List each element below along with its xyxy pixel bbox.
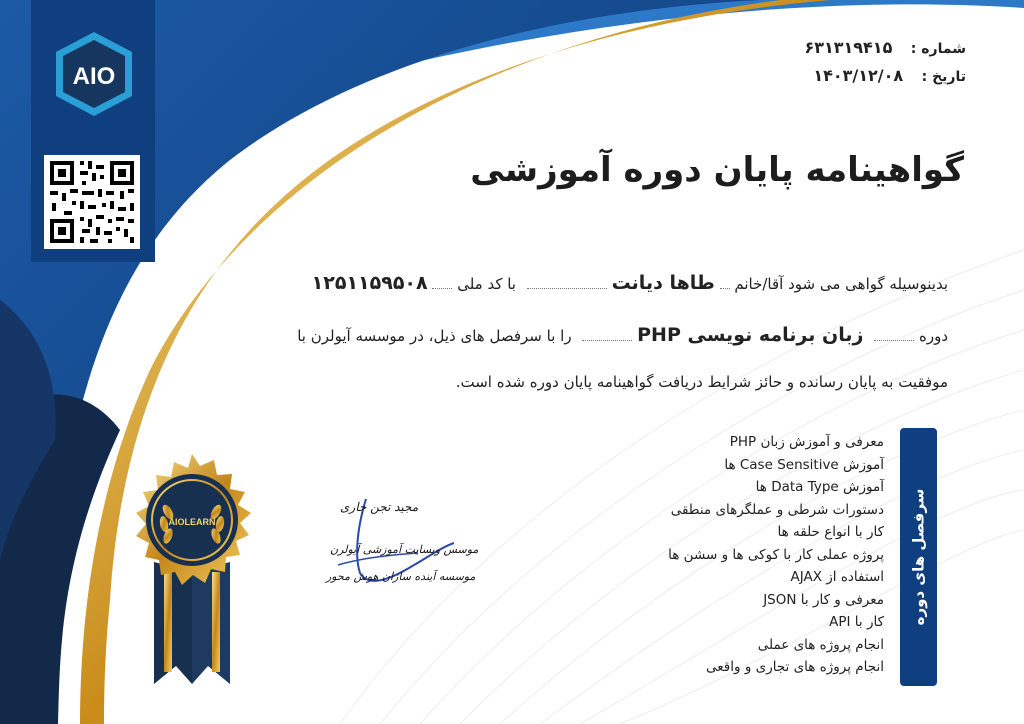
national-code: ۱۲۵۱۱۵۹۵۰۸ (311, 272, 428, 294)
logo-text: AIO (72, 63, 116, 90)
certificate-date (813, 66, 966, 85)
number-value: ۶۳۱۳۱۹۴۱۵ (804, 38, 893, 57)
qr-code (44, 155, 140, 249)
dotted-leader (582, 339, 632, 341)
aio-logo-icon (48, 28, 140, 120)
list-item: دستورات شرطی و عملگرهای منطقی (670, 501, 884, 518)
syllabus-heading: سرفصل های دوره (909, 488, 928, 626)
list-item: آموزش Case Sensitive ها (724, 456, 884, 473)
qr-code-icon (44, 155, 140, 249)
dotted-leader (527, 287, 607, 289)
certificate-title: گواهینامه پایان دوره آموزشی (470, 150, 964, 190)
list-item: استفاده از AJAX (790, 569, 884, 585)
dotted-leader (874, 339, 914, 341)
syllabus-list (668, 431, 884, 679)
signatory-name: مجید تجن جاری (340, 500, 419, 514)
list-item: انجام پروژه های تجاری و واقعی (706, 659, 884, 675)
signatory-title-2: موسسه آینده سازان هوش محور (326, 570, 476, 583)
body-line-1 (312, 272, 948, 294)
national-code-label: با کد ملی (457, 275, 516, 293)
date-label: تاریخ : (921, 69, 966, 85)
course-label: دوره (918, 327, 948, 345)
list-item: معرفی و کار با JSON (763, 591, 884, 608)
body-line-2 (297, 324, 948, 346)
seal-text: AIOLEARN (168, 517, 216, 527)
line1-prefix: بدینوسیله گواهی می شود آقا/خانم (734, 275, 948, 293)
list-item: آموزش Data Type ها (755, 479, 884, 495)
certificate-number (804, 38, 966, 57)
date-value: ۱۴۰۳/۱۲/۰۸ (813, 66, 904, 85)
signatory-title-1: موسس وبسایت آموزشی آیولرن (330, 543, 479, 556)
list-item: پروژه عملی کار با کوکی ها و سشن ها (668, 546, 884, 563)
list-item: کار با انواع حلقه ها (777, 524, 884, 540)
body-line-3: موفقیت به پایان رسانده و حائز شرایط دریافت گواهینامه پایان دوره شده است. (455, 373, 948, 391)
dotted-leader (720, 287, 730, 289)
number-label: شماره : (910, 41, 966, 57)
list-item: کار با API (829, 614, 884, 630)
course-name: زبان برنامه نویسی PHP (637, 324, 864, 346)
recipient-name: طاها دیانت (611, 272, 715, 294)
list-item: انجام پروژه های عملی (757, 636, 884, 653)
dotted-leader (432, 287, 452, 289)
line2-suffix: را با سرفصل های ذیل، در موسسه آیولرن با (297, 327, 572, 345)
gold-seal-icon (108, 452, 276, 692)
list-item: معرفی و آموزش زبان PHP (729, 434, 884, 450)
